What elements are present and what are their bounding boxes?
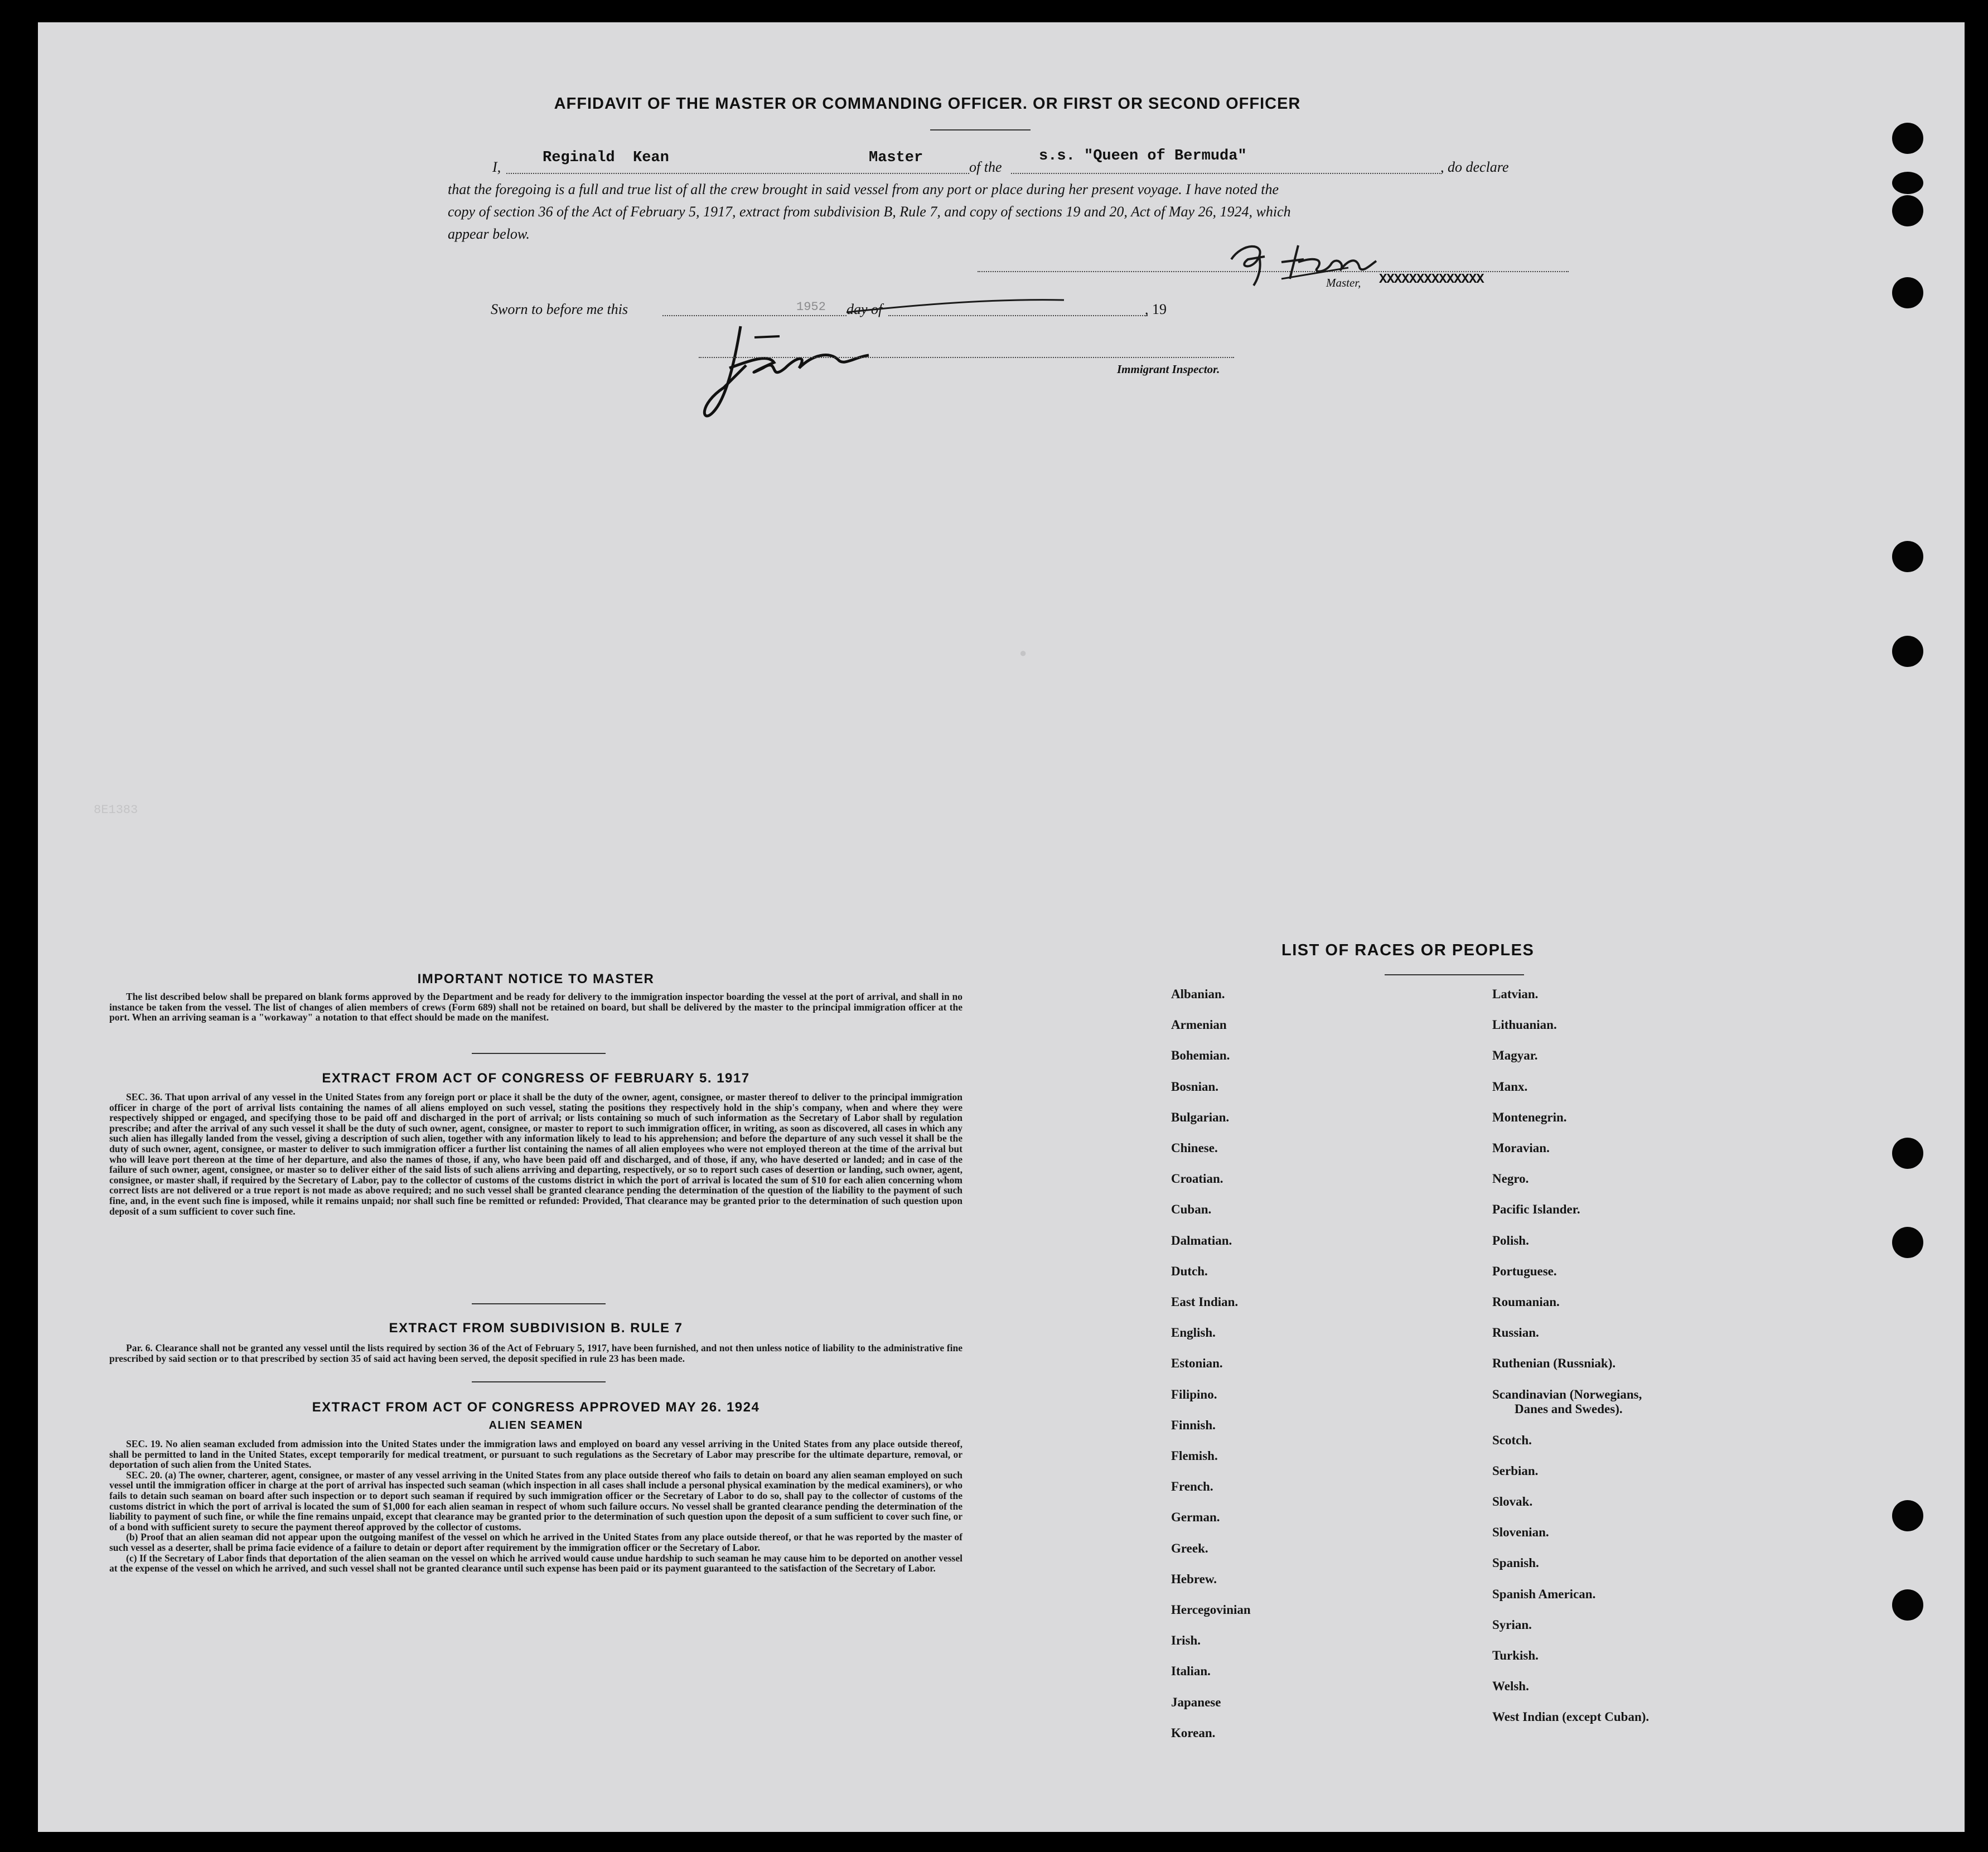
race-item: Hebrew. xyxy=(1171,1571,1217,1586)
extract-1917-title: EXTRACT FROM ACT OF CONGRESS OF FEBRUARY 5. 1917 xyxy=(322,1071,750,1086)
race-item: Turkish. xyxy=(1492,1648,1539,1662)
punch-hole xyxy=(1892,172,1923,194)
punch-hole xyxy=(1892,1227,1923,1258)
race-item: Filipino. xyxy=(1171,1387,1217,1401)
notice-title: IMPORTANT NOTICE TO MASTER xyxy=(417,971,655,987)
punch-hole xyxy=(1892,1589,1923,1621)
paragraph-6-text: Par. 6. Clearance shall not be granted any vessel until the lists required by section 36 of the Act of February 5, 1917, have been furnished, and not then unless notice of liability to the administrative fine prescribed by said section or to that prescribed by section 35 of said act having been served, the deposit specified in rule 23 has been made. xyxy=(109,1342,962,1364)
race-item: German. xyxy=(1171,1510,1220,1525)
section-20b-text: (b) Proof that an alien seaman did not appear upon the outgoing manifest of the vessel on which he arrived in the United States from any place outside thereof, or that he was reported by the master of such vessel as a deserter, shall be prima facie evidence of a failure to detain or deport after requirement by the immigration officer or the Secretary of Labor. xyxy=(109,1531,962,1553)
punch-hole xyxy=(1892,636,1923,667)
extract-rule7-title: EXTRACT FROM SUBDIVISION B. RULE 7 xyxy=(389,1321,683,1336)
race-item: Italian. xyxy=(1171,1664,1211,1679)
race-item: Polish. xyxy=(1492,1233,1529,1247)
race-item: Serbian. xyxy=(1492,1463,1539,1478)
section-19-text: SEC. 19. No alien seaman excluded from admission into the United States under the immigration laws and employed on board any vessel arriving in the United States from any place outside thereof, shall be permitted to land in the United States, except temporarily for medical treatment, or pursuant to such regulations as the Secretary of Labor may prescribe for the ultimate departure, removal, or deportation of such alien from the United States. xyxy=(109,1438,962,1471)
extract-1924-title: EXTRACT FROM ACT OF CONGRESS APPROVED MAY 26. 1924 xyxy=(312,1400,760,1415)
race-item: Albanian. xyxy=(1171,987,1225,1001)
race-item: Irish. xyxy=(1171,1633,1201,1648)
affidavit-line: appear below. xyxy=(448,226,530,242)
race-item: Japanese xyxy=(1171,1695,1221,1709)
declare-label: , do declare xyxy=(1440,159,1509,175)
notice-paragraph: The list described below shall be prepared on blank forms approved by the Department and be ready for delivery to the immigration inspector boarding the vessel at the port of arrival, and shall in no instance be taken from the vessel. The list of changes of alien members of crews (Form 689) shall not be retained on board, but shall be delivered by the master to the principal immigration officer at the port. When an arriving seaman is a "workaway" a notation to that effect should be made on the manifest. xyxy=(109,991,962,1023)
race-item: Moravian. xyxy=(1492,1141,1550,1155)
race-item: Cuban. xyxy=(1171,1202,1212,1217)
race-item: Welsh. xyxy=(1492,1679,1529,1694)
affidavit-line: that the foregoing is a full and true list of all the crew brought in said vessel from any port or place during her present voyage. I have noted the xyxy=(448,181,1279,197)
affidavit-title: AFFIDAVIT OF THE MASTER OR COMMANDING OFFICER. OR FIRST OR SECOND OFFICER xyxy=(554,95,1301,113)
date-stamp: 1952 xyxy=(796,300,826,314)
section-36-text: SEC. 36. That upon arrival of any vessel in the United States from any foreign port or place it shall be the duty of the owner, agent, consignee, or master thereof to deliver to the principal immigration officer in charge of the port of arrival lists containing the names of all aliens employed on such vessel, stating the positions they respectively hold in the ship's company, when and where they were respectively shipped or engaged, and specifying those to be paid off and discharged in the port of arrival; or lists containing so much of such information as the Secretary of Labor shall by regulation prescribe; and after the arrival of any such vessel it shall be the duty of such owner, agent, consignee, or master to report to such immigration officer, in writing, as soon as discovered, all cases in which any such alien has illegally landed from the vessel, giving a description of such alien, together with any information likely to lead to his apprehension; and before the departure of any such vessel it shall be the duty of such owner, agent, consignee, or master to deliver to such immigration officer a further list containing the names of all alien employees who were not employed thereon at the time of the arrival but who will leave port thereon at the time of her departure, and also the names of those, if any, who have been paid off and discharged, and of those, if any, who have deserted or landed; and in case of the failure of such owner, agent, consignee, or master so to deliver either of the said lists of such aliens arriving and departing, respectively, or so to report such cases of desertion or landing, such owner, agent, consignee, or master shall, if required by the Secretary of Labor, pay to the collector of customs of the customs district in which the port of arrival is located the sum of $10 for each alien concerning whom correct lists are not delivered or a true report is not made as above required; and no such vessel shall be granted clearance pending the determination of the question of the liability to the payment of such fine, and, in the event such fine is imposed, while it remains unpaid; nor shall such fine be remitted or refunded: Provided, That clearance may be granted prior to the determination of such question upon deposit of a sum sufficient to cover such fine. xyxy=(109,1091,962,1217)
race-item: Portuguese. xyxy=(1492,1264,1557,1278)
race-item: Ruthenian (Russniak). xyxy=(1492,1356,1616,1371)
race-item: English. xyxy=(1171,1326,1216,1340)
master-name: Reginald Kean xyxy=(543,149,669,166)
race-item: Greek. xyxy=(1171,1541,1208,1555)
bleed-through-text: 8E1383 xyxy=(94,803,138,817)
race-item: Spanish American. xyxy=(1492,1587,1596,1601)
race-item: Syrian. xyxy=(1492,1617,1532,1632)
punch-hole xyxy=(1892,541,1923,572)
race-item: Dalmatian. xyxy=(1171,1233,1232,1247)
section-20c-text: (c) If the Secretary of Labor finds that deportation of the alien seaman on the vessel on which he arrived would cause undue hardship to such seaman he may cause him to be deported on another vessel at the expense of the vessel on which he arrived, and such vessel shall not be granted clearance until such expense has been paid or its payment guaranteed to the satisfaction of the Secretary of Labor. xyxy=(109,1552,962,1574)
race-item: Pacific Islander. xyxy=(1492,1202,1580,1217)
race-item: Flemish. xyxy=(1171,1449,1218,1463)
master-label: Master, xyxy=(1326,276,1361,289)
affidavit-line: copy of section 36 of the Act of February 5, 1917, extract from subdivision B, Rule 7, and copy of sections 19 and 20, Act of May 26, 1924, which xyxy=(448,204,1291,220)
section-20a-text: SEC. 20. (a) The owner, charterer, agent, consignee, or master of any vessel arriving in the United States from any place outside thereof who fails to detain on board any alien seaman employed on such vessel until the immigration officer in charge at the port of arrival has inspected such seaman (which inspection in all cases shall include a personal physical examination by the medical examiners), or who fails to detain such seaman on board after such inspection or to deport such seaman if required by such immigration officer or the Secretary of Labor to do so, shall pay to the collector of customs of the customs district in which the port of arrival is located the sum of $1,000 for each alien seaman in respect of whom such failure occurs. No vessel shall be granted clearance pending the determination of the liability to payment of such fine, or while the fine remains unpaid, except that clearance may be granted prior to the determination of such question upon the deposit of a sum sufficient to cover such fine, or of a bond with sufficient surety to secure the payment thereof approved by the collector of customs. xyxy=(109,1469,962,1532)
master-rank: Master xyxy=(869,149,923,166)
day-of-label: day of xyxy=(847,301,883,317)
punch-hole xyxy=(1892,195,1923,226)
divider xyxy=(472,1303,606,1304)
inspector-label: Immigrant Inspector. xyxy=(1117,362,1220,376)
race-item: Hercegovinian xyxy=(1171,1603,1251,1617)
race-item: Croatian. xyxy=(1171,1172,1223,1186)
race-item: Negro. xyxy=(1492,1172,1529,1186)
race-item: Spanish. xyxy=(1492,1556,1539,1570)
race-item: Finnish. xyxy=(1171,1418,1216,1432)
race-item: Montenegrin. xyxy=(1492,1110,1567,1124)
extract-rule7-body xyxy=(109,1343,962,1367)
master-strikeout: XXXXXXXXXXXXXX xyxy=(1379,272,1484,287)
race-item: Magyar. xyxy=(1492,1048,1538,1063)
punch-hole xyxy=(1892,123,1923,154)
bleed-through-text: ● xyxy=(1019,647,1027,661)
race-item: Scandinavian (Norwegians, xyxy=(1492,1387,1642,1401)
race-item: Slovenian. xyxy=(1492,1525,1549,1540)
divider xyxy=(1385,974,1524,975)
year-label: , 19 xyxy=(1145,301,1167,317)
race-item: Slovak. xyxy=(1492,1495,1533,1508)
affidavit-prefix: I, xyxy=(492,159,501,175)
notice-body xyxy=(109,992,962,1026)
document-page xyxy=(38,22,1965,1832)
race-item: Danes and Swedes). xyxy=(1515,1401,1623,1416)
race-item: Latvian. xyxy=(1492,987,1539,1001)
race-item: Bohemian. xyxy=(1171,1048,1230,1063)
race-item: Korean. xyxy=(1171,1725,1216,1740)
races-title: LIST OF RACES OR PEOPLES xyxy=(1281,941,1535,959)
punch-hole xyxy=(1892,1500,1923,1531)
race-item: Chinese. xyxy=(1171,1141,1218,1155)
race-item: Scotch. xyxy=(1492,1433,1532,1447)
extract-1924-body xyxy=(109,1439,962,1577)
race-item: Lithuanian. xyxy=(1492,1018,1557,1032)
notice-section xyxy=(109,22,962,1832)
race-item: Estonian. xyxy=(1171,1356,1223,1371)
sworn-label: Sworn to before me this xyxy=(491,301,628,317)
race-item: Armenian xyxy=(1171,1018,1227,1032)
race-item: West Indian (except Cuban). xyxy=(1492,1710,1650,1724)
vessel-name: s.s. "Queen of Bermuda" xyxy=(1039,148,1247,165)
punch-hole xyxy=(1892,277,1923,308)
race-item: Manx. xyxy=(1492,1079,1528,1094)
divider xyxy=(472,1053,606,1054)
race-item: French. xyxy=(1171,1479,1213,1494)
race-item: Bulgarian. xyxy=(1171,1110,1230,1124)
vessel-field-line xyxy=(1011,173,1440,174)
divider xyxy=(472,1381,606,1382)
punch-hole xyxy=(1892,1138,1923,1169)
race-item: Dutch. xyxy=(1171,1264,1208,1278)
extract-1917-body xyxy=(109,1092,962,1220)
of-the-label: of the xyxy=(969,159,1002,175)
race-item: Roumanian. xyxy=(1492,1295,1560,1309)
race-item: East Indian. xyxy=(1171,1295,1239,1309)
race-item: Russian. xyxy=(1492,1326,1539,1340)
alien-seamen-subtitle: ALIEN SEAMEN xyxy=(488,1419,583,1432)
race-item: Bosnian. xyxy=(1171,1079,1219,1094)
